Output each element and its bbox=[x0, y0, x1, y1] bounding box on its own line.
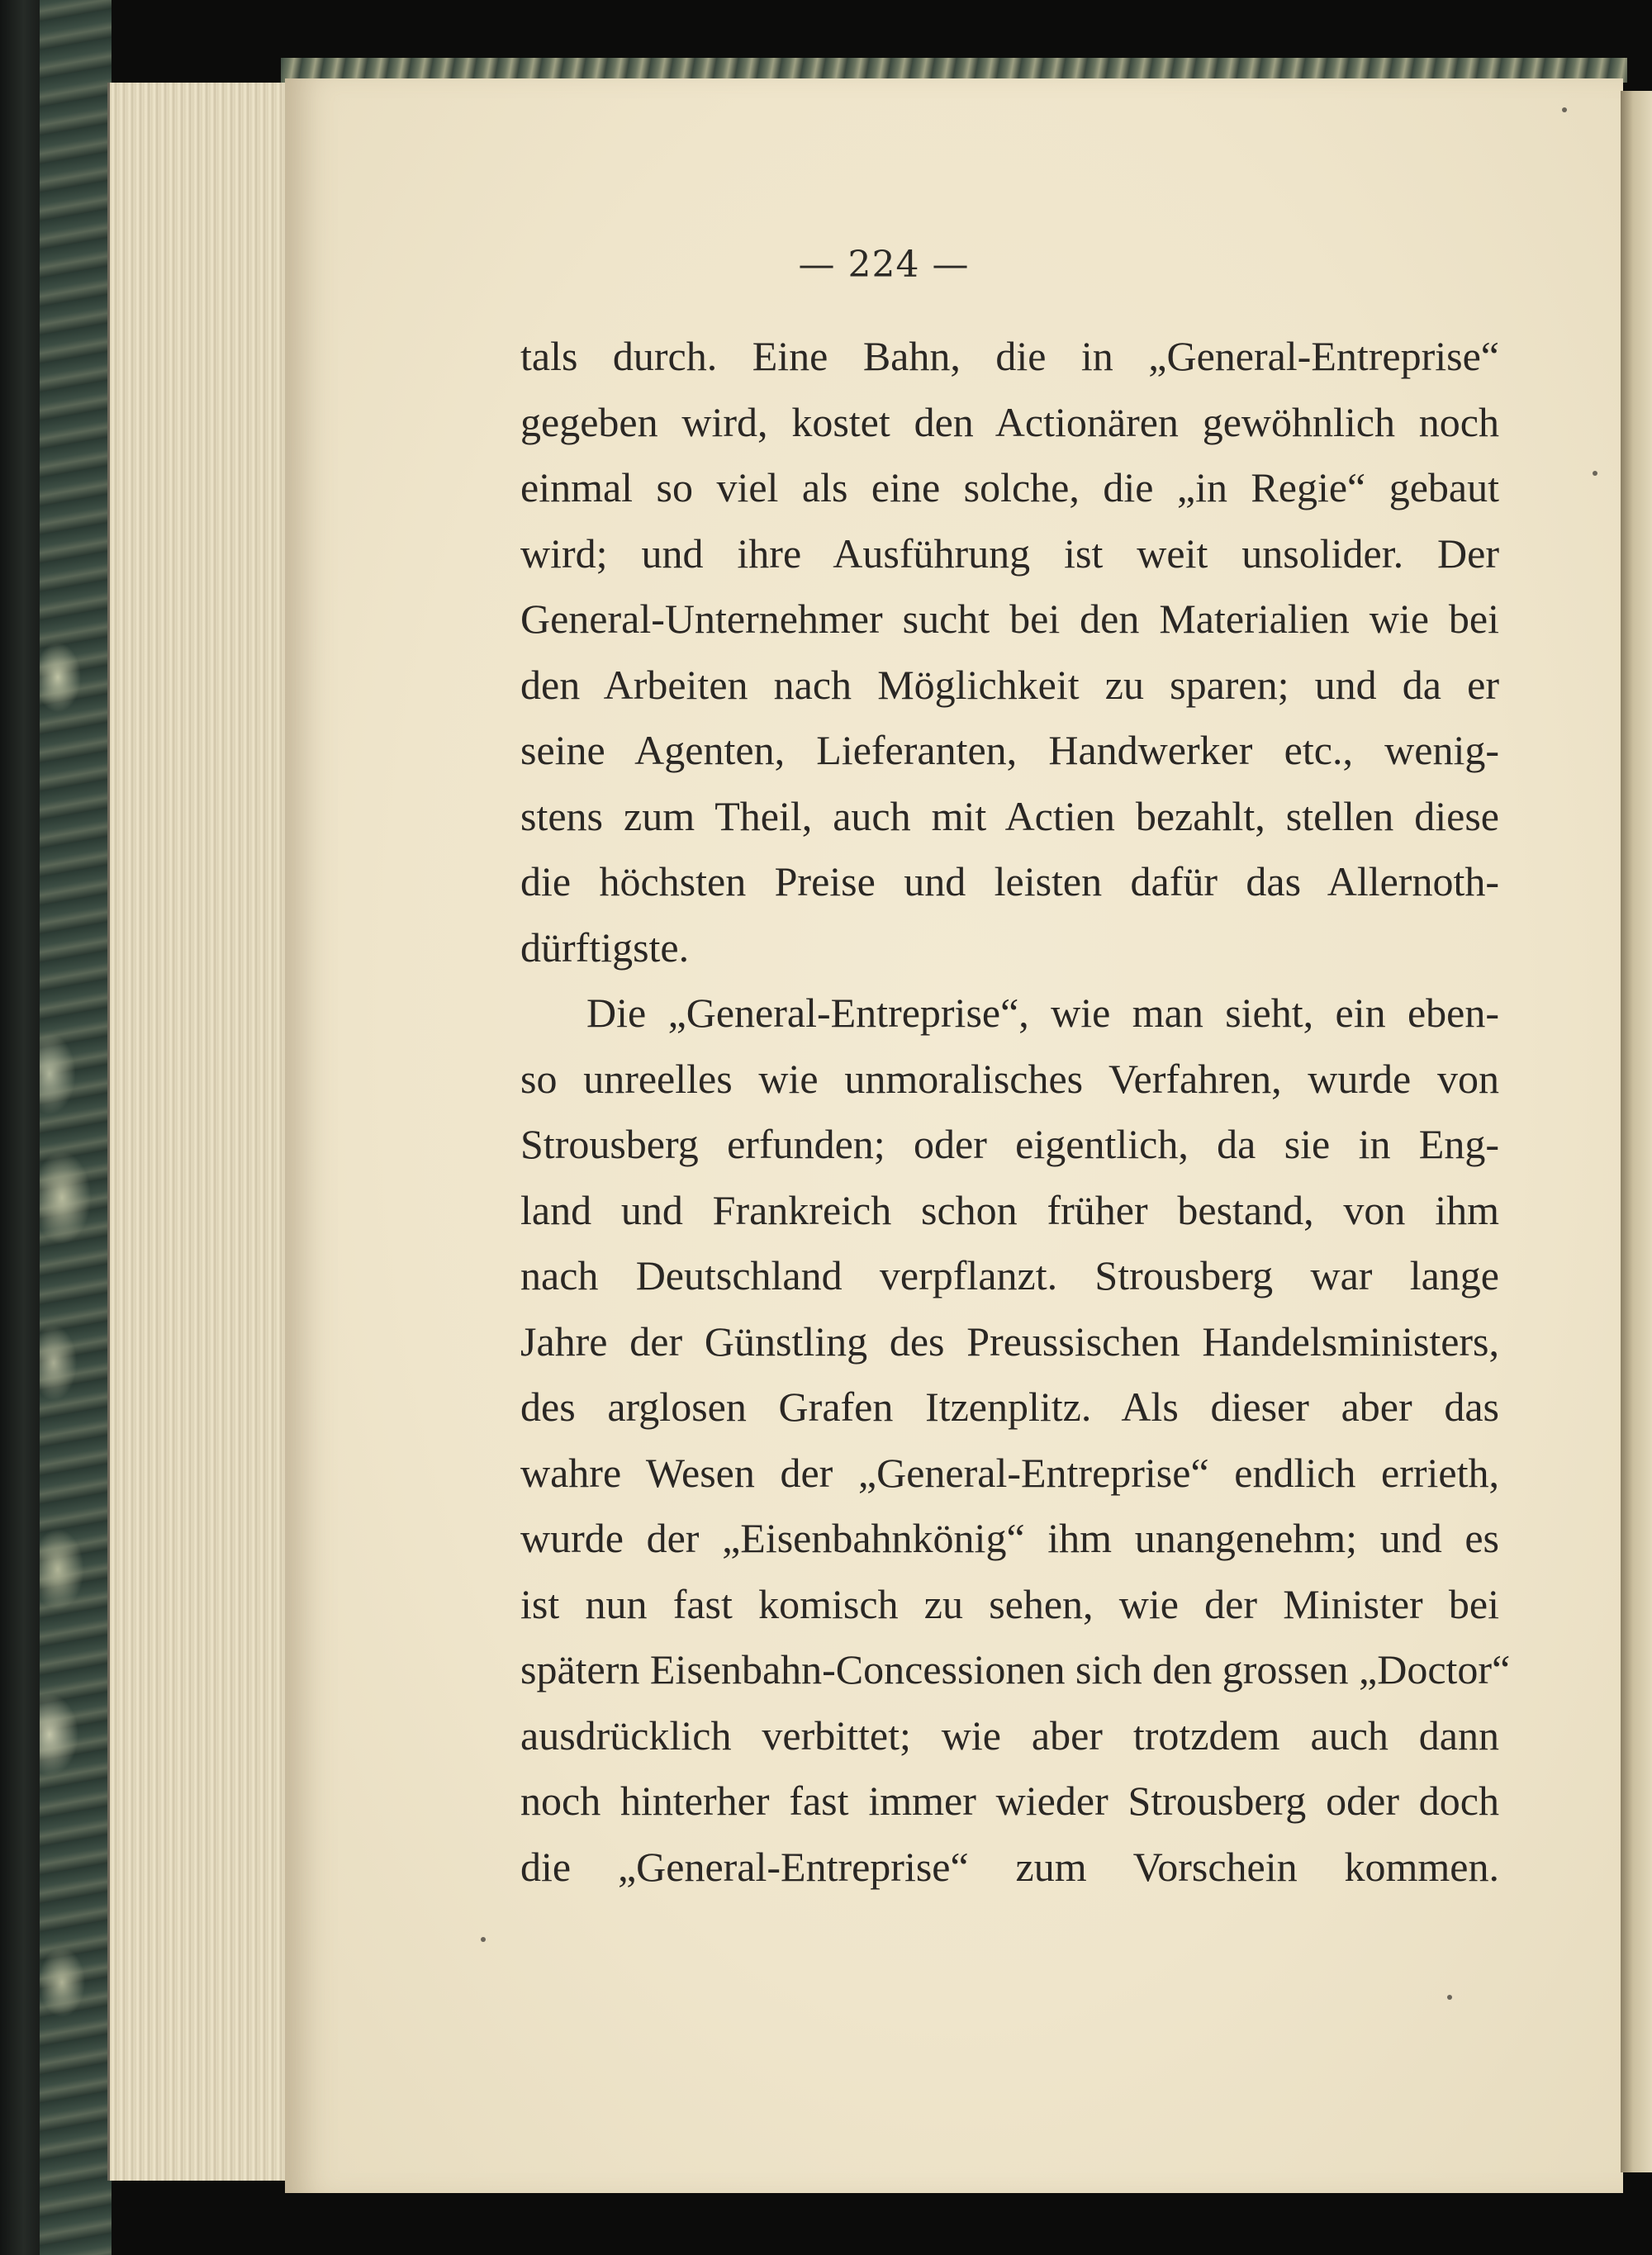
text-line: General-Unternehmer sucht bei den Materialien wie bei bbox=[520, 596, 1499, 642]
text-line: spätern Eisenbahn-Concessionen sich den grossen „Doctor“ bbox=[520, 1646, 1511, 1692]
text-line: noch hinterher fast immer wieder Strousberg oder doch bbox=[520, 1778, 1499, 1824]
body-text bbox=[520, 324, 1511, 1900]
text-line: Jahre der Günstling des Preussischen Handelsministers, bbox=[520, 1317, 1499, 1365]
text-line: gegeben wird, kostet den Actionären gewöhnlich noch bbox=[520, 398, 1499, 445]
speck-mark bbox=[481, 1937, 486, 1942]
next-page-edge bbox=[1621, 91, 1652, 2172]
speck-mark bbox=[1562, 107, 1567, 112]
text-line: stens zum Theil, auch mit Actien bezahlt, stellen diese bbox=[520, 792, 1499, 839]
text-line: so unreelles wie unmoralisches Verfahren, wurde von bbox=[520, 1055, 1499, 1102]
text-line: seine Agenten, Lieferanten, Handwerker etc., wenig- bbox=[520, 727, 1499, 773]
text-line: ausdrücklich verbittet; wie aber trotzdem auch dann bbox=[520, 1711, 1499, 1759]
text-line: wird; und ihre Ausführung ist weit unsolider. Der bbox=[520, 529, 1499, 577]
text-line: wurde der „Eisenbahnkönig“ ihm unangenehm; und es bbox=[520, 1515, 1499, 1561]
text-line: des arglosen Grafen Itzenplitz. Als dieser aber das bbox=[520, 1384, 1499, 1430]
text-line: wahre Wesen der „General-Entreprise“ endlich errieth, bbox=[520, 1449, 1499, 1496]
text-line: den Arbeiten nach Möglichkeit zu sparen; und da er bbox=[520, 661, 1499, 708]
book-spine-edge bbox=[0, 0, 40, 2255]
text-line: land und Frankreich schon früher bestand, von ihm bbox=[520, 1186, 1499, 1233]
text-line: Strousberg erfunden; oder eigentlich, da sie in Eng- bbox=[520, 1121, 1499, 1167]
text-line: Die „General-Entreprise“, wie man sieht, ein eben- bbox=[586, 990, 1499, 1036]
text-line: die „General-Entreprise“ zum Vorschein kommen. bbox=[520, 1843, 1499, 1890]
text-line: ist nun fast komisch zu sehen, wie der Minister bei bbox=[520, 1580, 1499, 1627]
text-line: die höchsten Preise und leisten dafür das Allernoth- bbox=[520, 858, 1499, 904]
page-number: — 224 — bbox=[798, 244, 970, 286]
page-edges bbox=[107, 83, 300, 2181]
text-line: dürftigste. bbox=[520, 923, 690, 971]
text-line: tals durch. Eine Bahn, die in „General-Entreprise“ bbox=[520, 333, 1499, 379]
text-line: einmal so viel als eine solche, die „in Regie“ gebaut bbox=[520, 464, 1499, 510]
text-line: nach Deutschland verpflanzt. Strousberg war lange bbox=[520, 1252, 1499, 1298]
speck-mark bbox=[1593, 471, 1597, 476]
speck-mark bbox=[1447, 1995, 1452, 2000]
